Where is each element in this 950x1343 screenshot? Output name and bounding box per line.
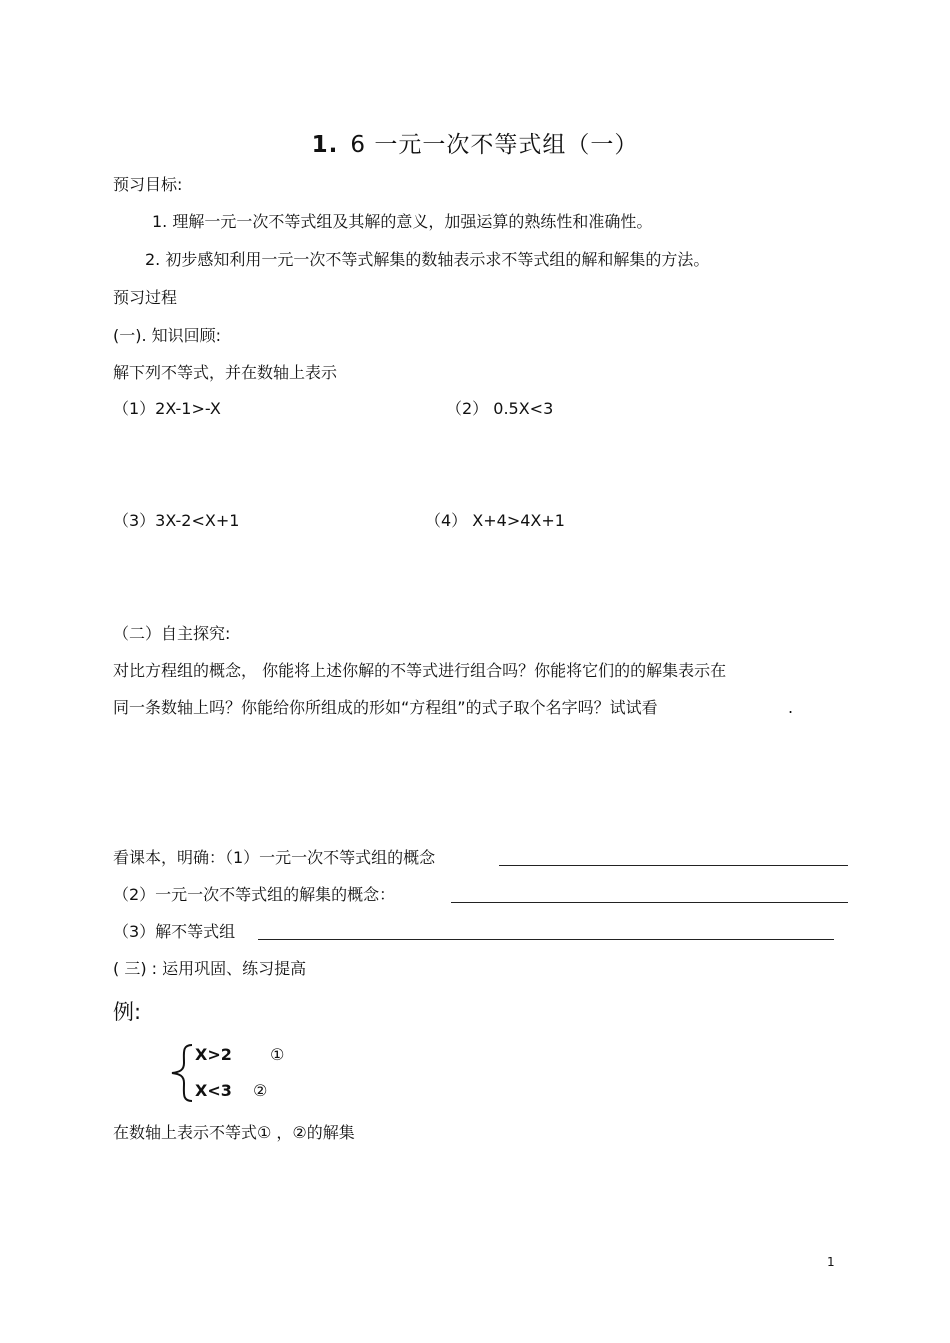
concept-line-1: 看课本，明确：（1）一元一次不等式组的概念	[113, 848, 436, 867]
answer-blank-2[interactable]	[451, 902, 848, 903]
system-inequality-2: X<3	[195, 1081, 232, 1100]
concept-line-2: （2）一元一次不等式组的解集的概念：	[113, 885, 396, 904]
problem-3: （3）3X-2<X+1	[113, 511, 240, 530]
example-task: 在数轴上表示不等式① ，②的解集	[113, 1123, 355, 1142]
part2-line2: 同一条数轴上吗？你能给你所组成的形如“方程组”的式子取个名字吗？试试看	[113, 698, 658, 717]
part2-line1: 对比方程组的概念， 你能将上述你解的不等式进行组合吗？你能将它们的的解集表示在	[113, 661, 727, 680]
part1-heading: (一). 知识回顾:	[113, 326, 222, 345]
concept-line-3: （3）解不等式组	[113, 922, 236, 941]
page-number: 1	[827, 1255, 835, 1269]
problem-1: （1）2X-1>-X	[113, 399, 221, 418]
page-title	[0, 131, 950, 159]
system-inequality-1: X>2	[195, 1045, 232, 1064]
system-mark-2: ②	[253, 1081, 268, 1100]
answer-blank-3[interactable]	[258, 939, 834, 940]
title-text: 6 一元一次不等式组（一）	[350, 132, 639, 158]
problem-4: （4） X+4>4X+1	[425, 511, 565, 530]
left-brace-icon	[166, 1043, 196, 1103]
title-number: 1.	[311, 132, 339, 158]
goal-item-2: 2. 初步感知利用一元一次不等式解集的数轴表示求不等式组的解和解集的方法。	[145, 250, 710, 269]
answer-blank-1[interactable]	[499, 865, 848, 866]
part2-heading: （二）自主探究:	[113, 624, 231, 643]
system-mark-1: ①	[270, 1045, 285, 1064]
example-label: 例:	[113, 1000, 142, 1024]
problem-2: （2） 0.5X<3	[446, 399, 554, 418]
goal-item-1: 1. 理解一元一次不等式组及其解的意义，加强运算的熟练性和准确性。	[152, 212, 653, 231]
goals-heading: 预习目标:	[113, 175, 183, 194]
part2-line2-end: .	[788, 698, 794, 717]
process-heading: 预习过程	[113, 288, 178, 307]
part1-instruction: 解下列不等式，并在数轴上表示	[113, 363, 338, 382]
part3-heading: ( 三) : 运用巩固、练习提高	[113, 959, 307, 978]
